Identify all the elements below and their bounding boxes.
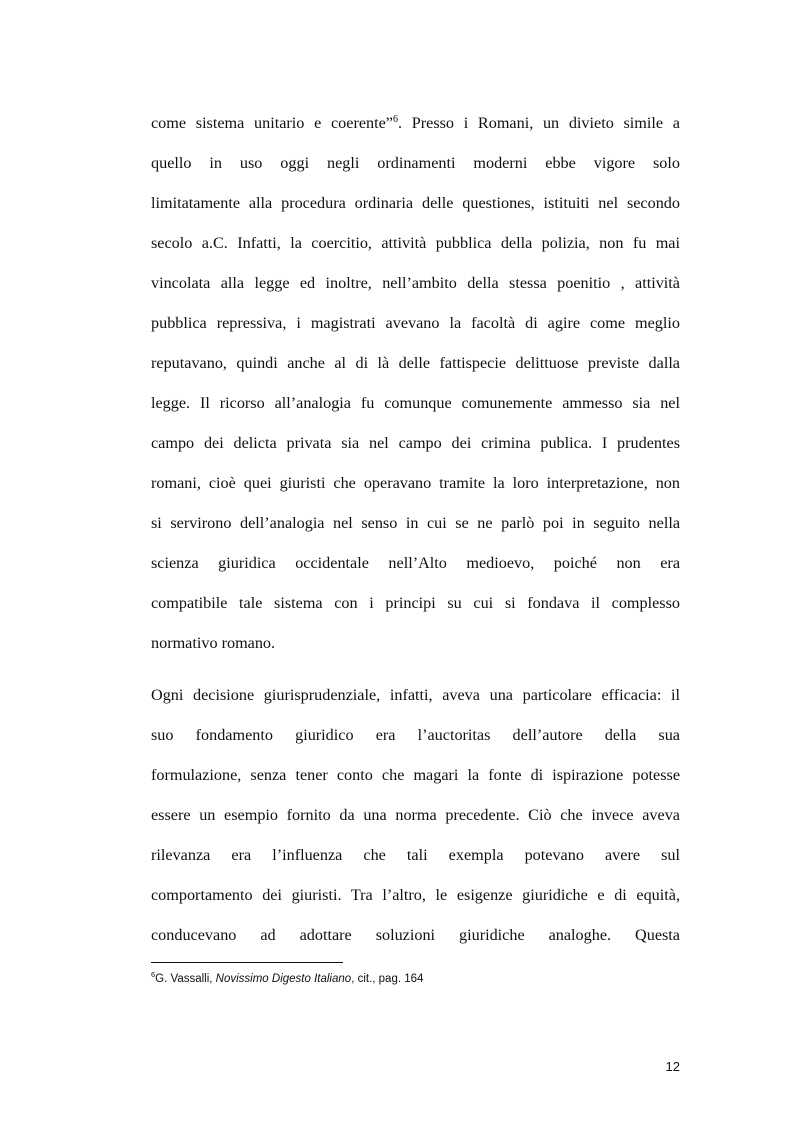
text-line: essere un esempio fornito da una norma precedente. Ciò che invece aveva [151, 806, 680, 824]
footnote-separator [151, 962, 343, 963]
text-line: compatibile tale sistema con i principi su cui si fondava il complesso [151, 594, 680, 612]
text-line: Ogni decisione giurisprudenziale, infatti, aveva una particolare efficacia: il [151, 686, 680, 704]
text-line: rilevanza era l’influenza che tali exempla potevano avere sul [151, 846, 680, 864]
footnote-reference[interactable]: 6 [392, 114, 398, 125]
text-line: legge. Il ricorso all’analogia fu comunque comunemente ammesso sia nel [151, 394, 680, 412]
text-line: romani, cioè quei giuristi che operavano tramite la loro interpretazione, non [151, 474, 680, 492]
text-line: formulazione, senza tener conto che magari la fonte di ispirazione potesse [151, 766, 680, 784]
text-line: limitatamente alla procedura ordinaria delle questiones, istituiti nel secondo [151, 194, 680, 212]
footnote-author: G. Vassalli, [155, 973, 216, 985]
text-line: vincolata alla legge ed inoltre, nell’ambito della stessa poenitio , attività [151, 274, 680, 292]
text-line: quello in uso oggi negli ordinamenti moderni ebbe vigore solo [151, 154, 680, 172]
text-line: si servirono dell’analogia nel senso in cui se ne parlò poi in seguito nella [151, 514, 680, 532]
text-line: come sistema unitario e coerente”$^6$. Presso i Romani, un divieto simile a [151, 114, 680, 132]
text-line: normativo romano. [151, 634, 276, 652]
footnote [151, 971, 680, 987]
text-line: comportamento dei giuristi. Tra l’altro, le esigenze giuridiche e di equità, [151, 886, 680, 904]
text-line: suo fondamento giuridico era l’auctoritas dell’autore della sua [151, 726, 680, 744]
footnote-number: 6 [151, 970, 156, 979]
text-line: reputavano, quindi anche al di là delle fattispecie delittuose previste dalla [151, 354, 680, 372]
text-line: secolo a.C. Infatti, la coercitio, attività pubblica della polizia, non fu mai [151, 234, 680, 252]
text-line: conducevano ad adottare soluzioni giuridiche analoghe. Questa [151, 926, 680, 944]
page-number: 12 [665, 1059, 680, 1074]
text-line: scienza giuridica occidentale nell’Alto medioevo, poiché non era [151, 554, 680, 572]
footnote-title: Novissimo Digesto Italiano [215, 973, 352, 985]
paragraph-1 [151, 114, 680, 674]
text-line: pubblica repressiva, i magistrati avevano la facoltà di agire come meglio [151, 314, 680, 332]
footnote-citation: , cit., pag. 164 [351, 973, 424, 985]
text-line: campo dei delicta privata sia nel campo dei crimina publica. I prudentes [151, 434, 680, 452]
paragraph-2 [151, 686, 680, 966]
